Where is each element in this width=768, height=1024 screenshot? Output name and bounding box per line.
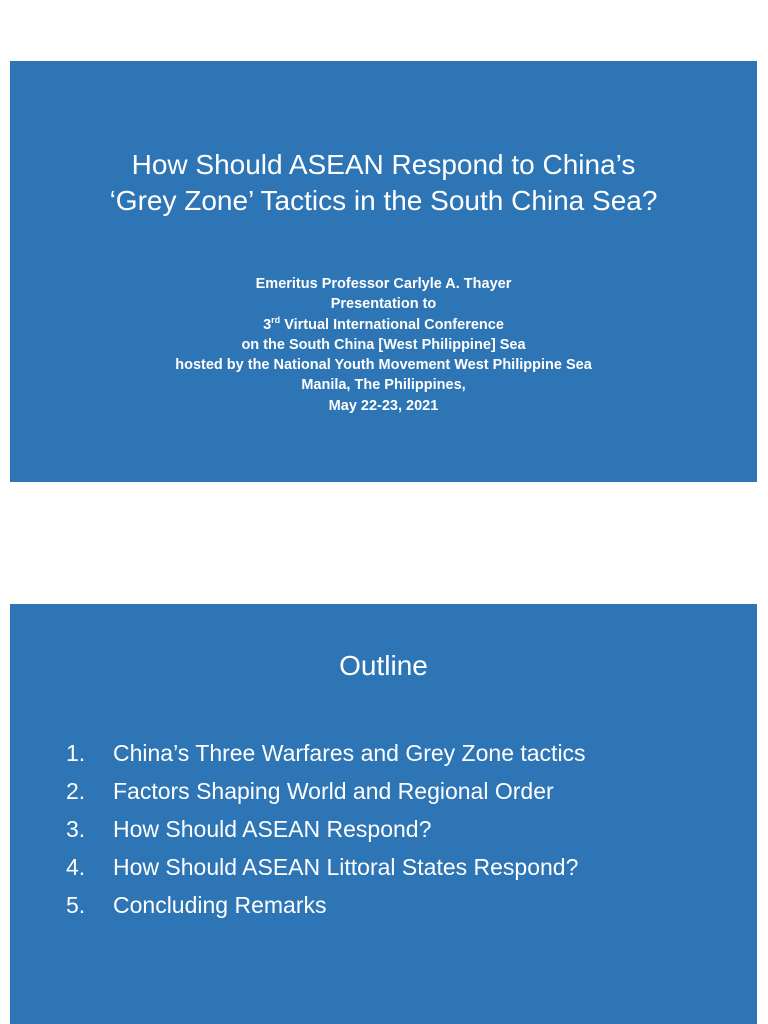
item-text: How Should ASEAN Littoral States Respond?: [113, 854, 579, 880]
conference-line: [10, 315, 757, 335]
item-text: How Should ASEAN Respond?: [113, 816, 432, 842]
ordinal-number: 3: [263, 316, 272, 333]
item-text: Concluding Remarks: [113, 892, 327, 918]
sea-line: on the South China [West Philippine] Sea: [241, 336, 526, 353]
outline-list: [66, 734, 586, 924]
location-line: Manila, The Philippines,: [301, 377, 466, 394]
list-item: [66, 810, 586, 848]
item-number: 2.: [66, 778, 86, 804]
item-number: 4.: [66, 854, 86, 880]
title-slide: [10, 61, 757, 482]
date-line: May 22-23, 2021: [328, 397, 439, 414]
conference-name: Virtual International Conference: [280, 316, 504, 333]
list-item: [66, 886, 586, 924]
list-item: [66, 772, 586, 810]
item-number: 3.: [66, 816, 86, 842]
slide-subtitle: [10, 274, 757, 416]
title-line-2: ‘Grey Zone’ Tactics in the South China Sea?: [109, 185, 658, 216]
host-line: hosted by the National Youth Movement West Philippine Sea: [175, 357, 592, 374]
item-number: 1.: [66, 740, 86, 766]
item-text: China’s Three Warfares and Grey Zone tactics: [113, 740, 586, 766]
outline-slide: [10, 604, 757, 1024]
list-item: [66, 848, 586, 886]
item-number: 5.: [66, 892, 86, 918]
title-line-1: How Should ASEAN Respond to China’s: [131, 149, 636, 180]
presentation-line: Presentation to: [330, 296, 437, 313]
ordinal-suffix: rd: [271, 314, 281, 325]
author-line: Emeritus Professor Carlyle A. Thayer: [255, 276, 512, 292]
item-text: Factors Shaping World and Regional Order: [113, 778, 554, 804]
slide-title: [10, 147, 757, 219]
list-item: [66, 734, 586, 772]
outline-title: Outline: [339, 650, 428, 681]
